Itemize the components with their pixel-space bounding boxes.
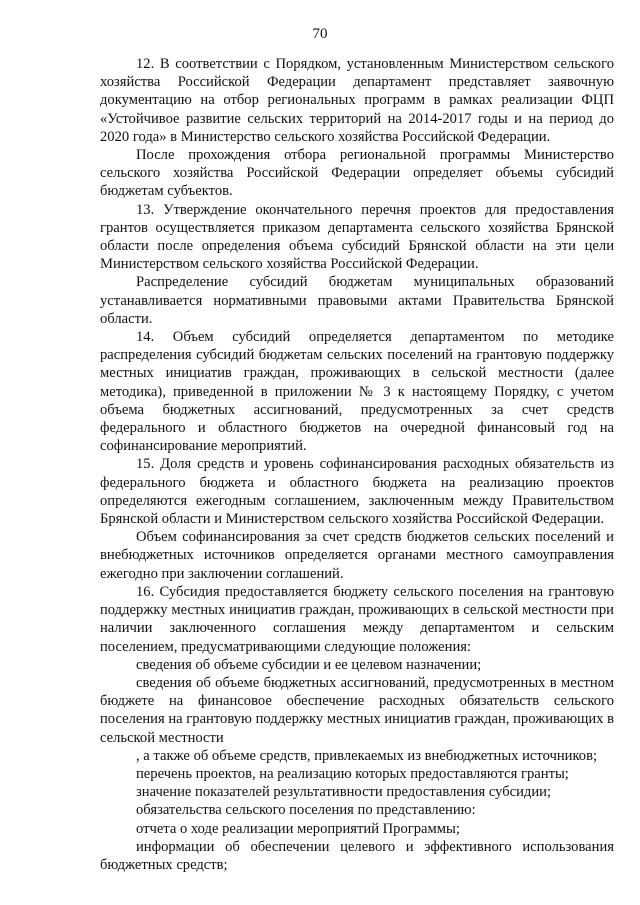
paragraph-12: 12. В соответствии с Порядком, установленным Министерством сельского хозяйства Российской Федерации департамент представляет заявочную документацию на отбор региональных программ в рамках реализации ФЦП «Устойчивое развитие сельских территорий на 2014-2017 годы и на период до 2020 года» в Министерство сельского хозяйства Российской Федерации. — [100, 56, 614, 145]
list-item-indicators: значение показателей результативности предоставления субсидии; — [136, 784, 552, 801]
document-body — [100, 55, 614, 874]
paragraph-16: 16. Субсидия предоставляется бюджету сельского поселения на грантовую поддержку местных инициатив граждан, проживающих в сельской местности при наличии заключенного соглашения между департаментом и сельским поселением, предусматривающими следующие положения: — [100, 583, 614, 655]
list-item-extrabudgetary: , а также об объеме средств, привлекаемых из внебюджетных источников; — [136, 747, 598, 764]
paragraph-14: 14. Объем субсидий определяется департаментом по методике распределения субсидий бюджетам сельских поселений на грантовую поддержку местных инициатив граждан, проживающих в сельской местности (далее методика), приведенной в приложении № 3 к настоящему Порядку, с учетом объема бюджетных ассигнований, предусмотренных за счет средств федерального и областного бюджетов на очередной финансовый год на софинансирование мероприятий. — [100, 329, 614, 455]
paragraph-cofinancing: Объем софинансирования за счет средств бюджетов сельских поселений и внебюджетных источников определяется органами местного самоуправления ежегодно при заключении соглашений. — [100, 529, 614, 582]
paragraph-after-selection: После прохождения отбора региональной программы Министерство сельского хозяйства Российской Федерации определяет объемы субсидий бюджетам субъектов. — [100, 147, 614, 200]
paragraph-13: 13. Утверждение окончательного перечня проектов для предоставления грантов осуществляется приказом департамента сельского хозяйства Брянской области после определения объема субсидий Брянской области на эти цели Министерством сельского хозяйства Российской Федерации. — [100, 201, 614, 273]
paragraph-distribution: Распределение субсидий бюджетам муниципальных образований устанавливается нормативными правовыми актами Правительства Брянской области. — [100, 274, 614, 327]
list-item-obligations: обязательства сельского поселения по представлению: — [136, 802, 476, 819]
page-number: 70 — [312, 26, 328, 42]
list-item-report: отчета о ходе реализации мероприятий Программы; — [136, 820, 460, 837]
list-item-information: информации об обеспечении целевого и эффективного использования бюджетных средств; — [100, 838, 614, 873]
list-item-budget-allocations: сведения об объеме бюджетных ассигнований, предусмотренных в местном бюджете на финансовое обеспечение расходных обязательств сельского поселения на грантовую поддержку местных инициатив граждан, проживающих в сельской местности — [100, 674, 614, 746]
list-item-subsidy-volume: сведения об объеме субсидии и ее целевом назначении; — [136, 656, 482, 673]
list-item-projects: перечень проектов, на реализацию которых предоставляются гранты; — [136, 765, 569, 782]
paragraph-15: 15. Доля средств и уровень софинансирования расходных обязательств из федерального бюджета и областного бюджета на реализацию проектов определяются ежегодным соглашением, заключенным между Правительством Брянской области и Министерством сельского хозяйства Российской Федерации. — [100, 456, 614, 528]
